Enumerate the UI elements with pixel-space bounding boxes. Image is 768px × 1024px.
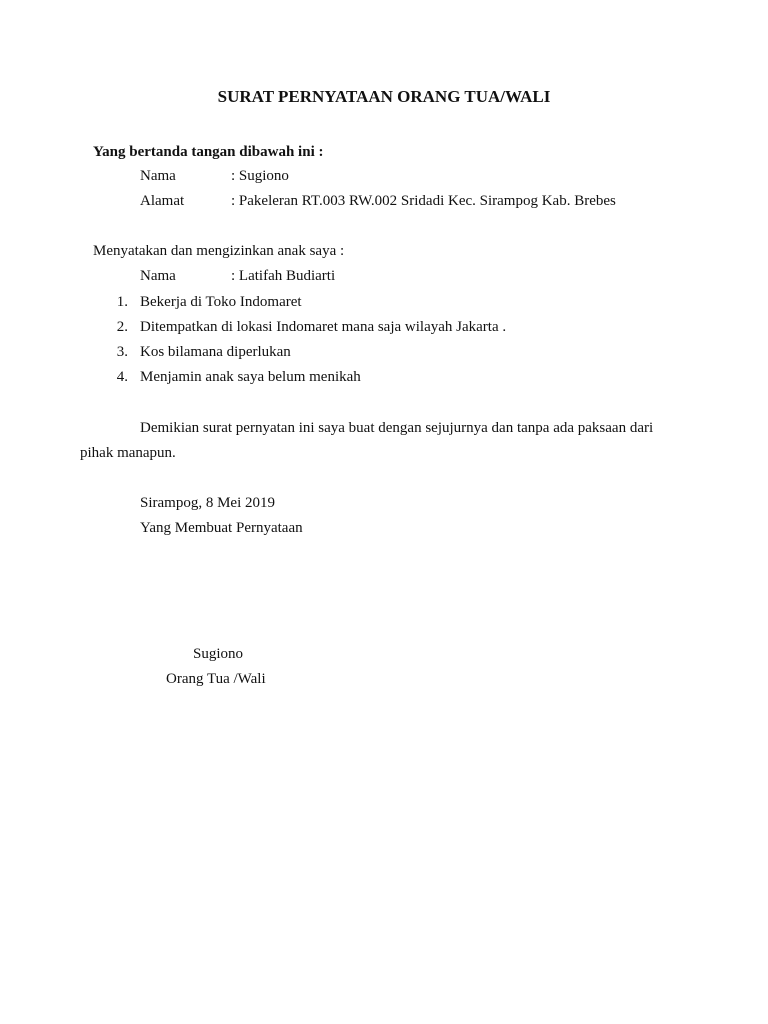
signature-role: Orang Tua /Wali [166, 671, 266, 687]
list-item-number: 3. [116, 344, 128, 360]
list-item-text: Bekerja di Toko Indomaret [140, 294, 302, 310]
intro-text: Yang bertanda tangan dibawah ini : [93, 144, 324, 160]
statement-intro: Menyatakan dan mengizinkan anak saya : [93, 243, 345, 259]
signer-address-value: : Pakeleran RT.003 RW.002 Sridadi Kec. Sirampog Kab. Brebes [231, 193, 616, 209]
closing-line-1: Demikian surat pernyatan ini saya buat dengan sejujurnya dan tanpa ada paksaan dari [140, 420, 654, 436]
signature-name: Sugiono [193, 646, 244, 662]
place-date: Sirampog, 8 Mei 2019 [140, 495, 275, 511]
document-title: SURAT PERNYATAAN ORANG TUA/WALI [217, 87, 551, 106]
child-name-label: Nama [140, 268, 176, 284]
list-item-number: 2. [116, 319, 128, 335]
list-item-text: Kos bilamana diperlukan [140, 344, 291, 360]
list-item-number: 4. [116, 369, 128, 385]
signer-name-value: : Sugiono [231, 168, 289, 184]
list-item-text: Menjamin anak saya belum menikah [140, 369, 361, 385]
list-item-text: Ditempatkan di lokasi Indomaret mana saja wilayah Jakarta . [140, 319, 507, 335]
maker-label: Yang Membuat Pernyataan [140, 520, 303, 536]
list-item-number: 1. [116, 294, 128, 310]
closing-line-2: pihak manapun. [80, 445, 176, 461]
signer-name-label: Nama [140, 168, 176, 184]
child-name-value: : Latifah Budiarti [231, 268, 336, 284]
signer-address-label: Alamat [140, 193, 185, 209]
